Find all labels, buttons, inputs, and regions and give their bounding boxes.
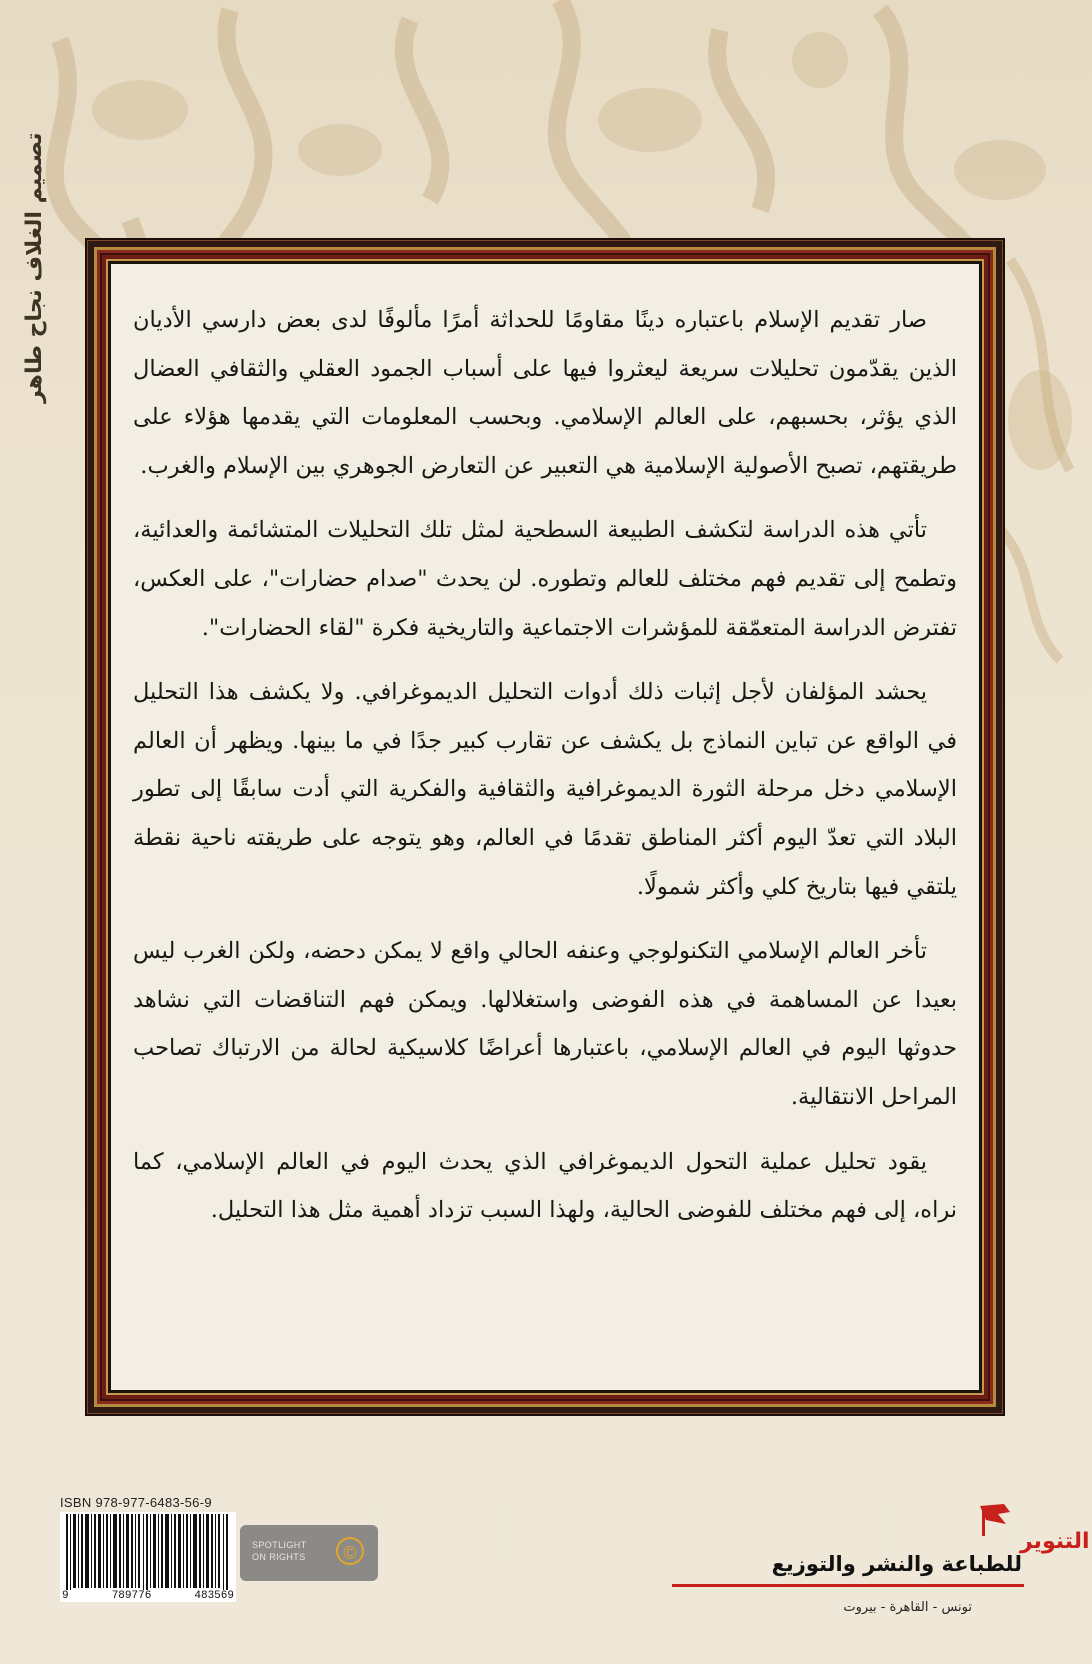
publisher-cities: تونس - القاهرة - بيروت: [843, 1600, 972, 1615]
frame-red-border: [100, 253, 990, 1401]
publisher-logo-text: التنوير: [1020, 1529, 1090, 1554]
barcode-digits: [60, 1590, 236, 1602]
cover-designer-credit: تصميم الغلاف نجاح طاهر: [22, 132, 47, 404]
isbn-label: ISBN 978-977-6483-56-9: [60, 1495, 212, 1510]
blurb-paragraph: تأخر العالم الإسلامي التكنولوجي وعنفه الحالي واقع لا يمكن دحضه، ولكن الغرب ليس بعيدا عن المساهمة في هذه الفوضى واستغلالها. ويمكن فهم التناقضات التي نشاهد حدوثها اليوم في العالم الإسلامي، باعتبارها أعراضًا كلاسيكية لحالة من الارتباك تصاحب المراحل الانتقالية.: [133, 938, 957, 1110]
frame-gold-border: [94, 247, 996, 1407]
barcode-digit-group: 483569: [194, 1590, 234, 1602]
rights-logo-line1: SPOTLIGHT: [252, 1540, 307, 1550]
blurb-paragraph: يحشد المؤلفان لأجل إثبات ذلك أدوات التحليل الديموغرافي. ولا يكشف هذا التحليل في الواقع عن تباين النماذج بل يكشف عن تقارب كبير جدًا في ما بينها. ويظهر أن العالم الإسلامي دخل مرحلة الثورة الديموغرافية والثقافية والفكرية التي أدت سابقًا إلى تطور البلاد التي تعدّ اليوم أكثر المناطق تقدمًا في العالم، وهو يتوجه على طريقته ناحية نقطة يلتقي فيها بتاريخ كلي وأكثر شمولًا.: [133, 679, 957, 900]
barcode-digit-group: 9: [62, 1590, 69, 1602]
blurb-paragraph: صار تقديم الإسلام باعتباره دينًا مقاومًا للحداثة أمرًا مألوفًا لدى بعض دارسي الأديان الذين يقدّمون تحليلات سريعة ليعثروا فيها على أسباب الجمود العقلي والثقافي العضال الذي يؤثر، بحسبهم، على العالم الإسلامي. وبحسب المعلومات التي يقدمها هؤلاء على طريقتهم، تصبح الأصولية الإسلامية هي التعبير عن التعارض الجوهري بين الإسلام والغرب.: [133, 307, 957, 479]
text-panel: [111, 264, 979, 1390]
blurb-paragraph: تأتي هذه الدراسة لتكشف الطبيعة السطحية لمثل تلك التحليلات المتشائمة والعدائية، وتطمح إلى تقديم فهم مختلف للعالم وتطوره. لن يحدث "صدام حضارات"، على العكس، تفترض الدراسة المتعمّقة للمؤشرات الاجتماعية والتاريخية فكرة "لقاء الحضارات".: [133, 517, 957, 641]
publisher-divider: [672, 1584, 1024, 1587]
blurb-text: [133, 296, 957, 1251]
frame-inner-border: [106, 259, 984, 1395]
barcode-digit-group: 789776: [111, 1590, 152, 1602]
text-frame: [85, 238, 1005, 1416]
spotlight-on-rights-logo: [240, 1525, 378, 1581]
blurb-paragraph: يقود تحليل عملية التحول الديموغرافي الذي يحدث اليوم في العالم الإسلامي، كما نراه، إلى فهم مختلف للفوضى الحالية، ولهذا السبب تزداد أهمية مثل هذا التحليل.: [133, 1148, 957, 1224]
publisher-tagline: للطباعة والنشر والتوزيع: [771, 1552, 1022, 1576]
copyright-icon: ©: [336, 1537, 364, 1565]
rights-logo-line2: ON RIGHTS: [252, 1552, 306, 1562]
barcode: [60, 1512, 236, 1602]
